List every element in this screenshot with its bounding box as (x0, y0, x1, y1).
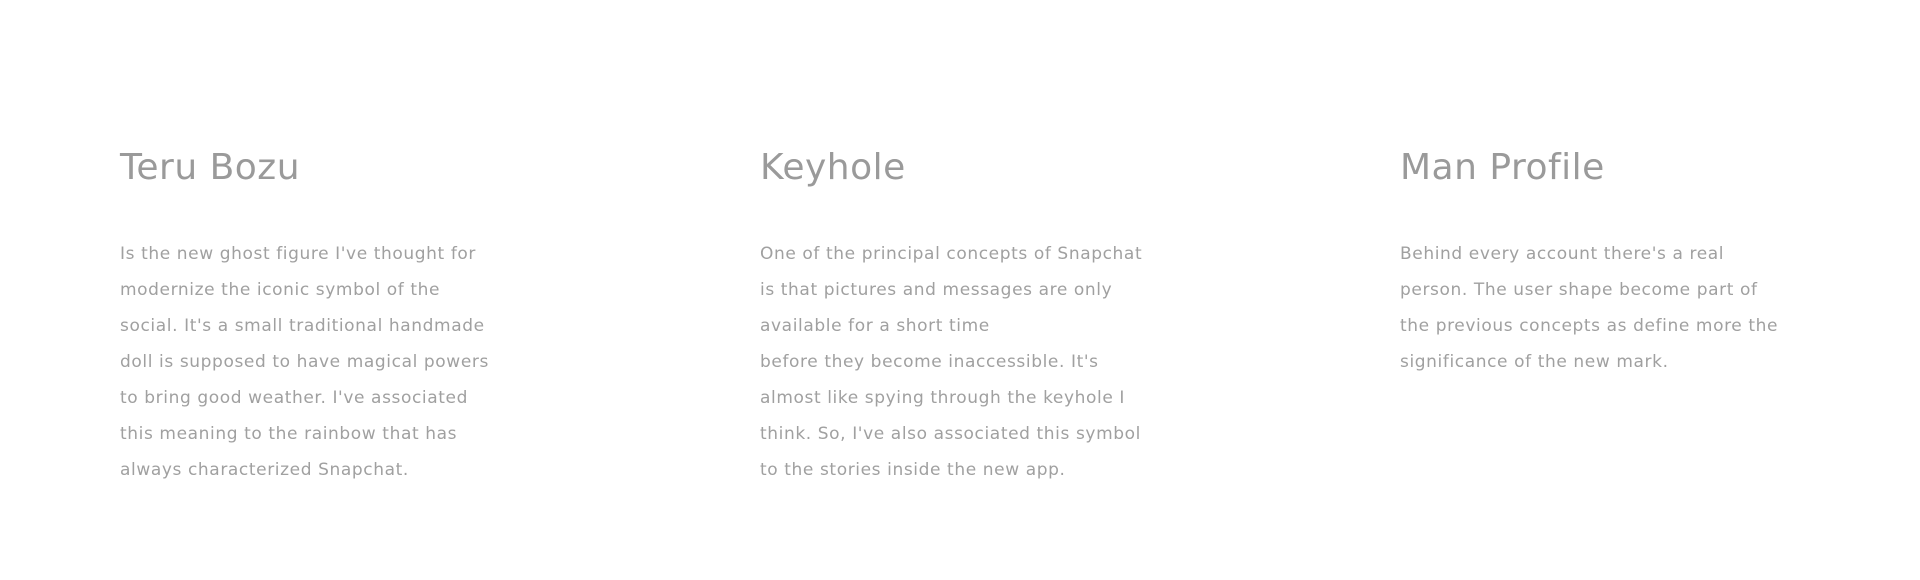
concept-title: Man Profile (1400, 147, 1605, 188)
description-line: the previous concepts as define more the (1400, 316, 1779, 336)
concepts-section (120, 145, 1820, 488)
concept-column-teru-bozu (120, 145, 520, 488)
description-line: Is the new ghost figure I've thought for (120, 244, 476, 264)
description-line: significance of the new mark. (1400, 352, 1669, 372)
concept-column-man-profile (1400, 145, 1800, 380)
description-line: One of the principal concepts of Snapchat (760, 244, 1143, 264)
concept-title: Keyhole (760, 147, 906, 188)
description-line: almost like spying through the keyhole I (760, 388, 1126, 408)
description-line: person. The user shape become part of (1400, 280, 1758, 300)
description-line: Behind every account there's a real (1400, 244, 1725, 264)
concept-title: Teru Bozu (120, 147, 301, 188)
description-line: doll is supposed to have magical powers (120, 352, 489, 372)
description-line: before they become inaccessible. It's (760, 352, 1099, 372)
description-line: think. So, I've also associated this symbol (760, 424, 1141, 444)
description-line: to the stories inside the new app. (760, 460, 1066, 480)
description-line: to bring good weather. I've associated (120, 388, 468, 408)
concept-description (1400, 236, 1800, 380)
description-line: is that pictures and messages are only (760, 280, 1113, 300)
description-line: this meaning to the rainbow that has (120, 424, 458, 444)
description-line: social. It's a small traditional handmade (120, 316, 485, 336)
description-line: always characterized Snapchat. (120, 460, 409, 480)
concept-description (760, 236, 1160, 488)
concept-description (120, 236, 520, 488)
description-line: modernize the iconic symbol of the (120, 280, 441, 300)
concept-column-keyhole (760, 145, 1160, 488)
description-line: available for a short time (760, 316, 990, 336)
